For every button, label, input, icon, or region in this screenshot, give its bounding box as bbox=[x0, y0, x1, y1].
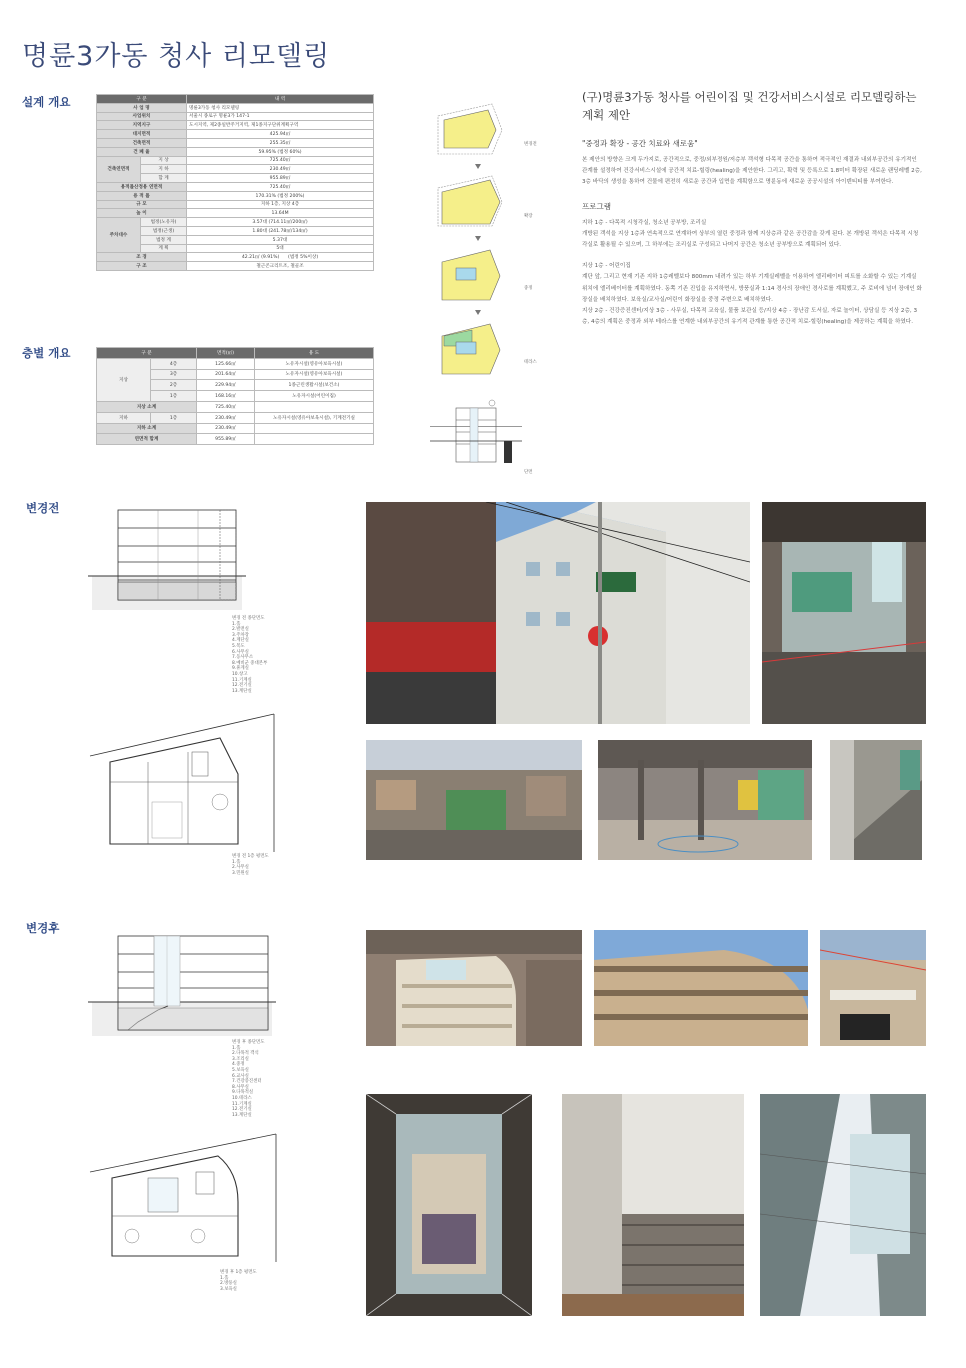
floor-table bbox=[96, 347, 374, 445]
row-key: 지상 bbox=[97, 358, 151, 401]
table-row bbox=[97, 200, 374, 209]
floor-overview-heading: 층별 개요 bbox=[22, 346, 71, 360]
row-value: 1.80대 (241.78㎡/134㎡) bbox=[187, 226, 374, 235]
row-value: 3.57대 (714.11㎡/200㎡) bbox=[187, 218, 374, 227]
row-floor: 1층 bbox=[151, 412, 197, 423]
design-overview-heading: 설계 개요 bbox=[22, 95, 71, 109]
row-key: 건축면적 bbox=[97, 138, 187, 147]
row-value: 725.40㎡ bbox=[187, 182, 374, 191]
diagram-expansion bbox=[438, 176, 502, 226]
row-key: 건 폐 율 bbox=[97, 147, 187, 156]
row-use: 노유자시설(영유아보육시설), 기계전기실 bbox=[255, 412, 374, 423]
table-row bbox=[97, 156, 374, 165]
table-row bbox=[97, 103, 374, 112]
proposal-title: (구)명륜3가동 청사를 어린이집 및 건강서비스시설로 리모델링하는 계획 제안 bbox=[582, 90, 917, 122]
row-key: 지하 bbox=[97, 412, 151, 423]
row-subkey: 지 하 bbox=[141, 165, 187, 174]
row-key: 주차대수 bbox=[97, 218, 141, 253]
table-row bbox=[97, 401, 374, 412]
before-section-drawing bbox=[88, 500, 246, 615]
row-subkey: 법정(노유자) bbox=[141, 218, 187, 227]
before-section-caption: 변경 전 종단면도 1.홀 2.발전실 3.주차장 4.계단실 5.복도 6.사무실 7.동사무소 8.예비군 중대본부 9.휴게실 10.창고 11.기계실 12.전기실 13.계단실 bbox=[232, 616, 268, 694]
after-section-drawing bbox=[88, 928, 276, 1040]
table-header: 면적(㎡) bbox=[197, 348, 255, 359]
before-plan-caption: 변경 전 1층 평면도 1.홀 2.사무실 3.민원실 bbox=[232, 854, 269, 876]
row-floor: 3층 bbox=[151, 369, 197, 380]
row-key: 지하 소계 bbox=[97, 423, 197, 434]
table-header-row bbox=[97, 348, 374, 359]
row-floor: 1층 bbox=[151, 391, 197, 402]
row-use: 노유자시설(영유아보육시설) bbox=[255, 358, 374, 369]
row-area: 125.66㎡ bbox=[197, 358, 255, 369]
table-header: 내 역 bbox=[187, 95, 374, 104]
before-photo-rooftop-view bbox=[366, 740, 582, 860]
after-photo-aerial bbox=[366, 930, 582, 1046]
overview-table bbox=[96, 94, 374, 271]
row-subkey: 법정(근생) bbox=[141, 226, 187, 235]
table-header: 구 분 bbox=[97, 95, 187, 104]
row-use: 노유자시설(어린이집) bbox=[255, 391, 374, 402]
table-row bbox=[97, 191, 374, 200]
row-key: 사 업 명 bbox=[97, 103, 187, 112]
row-subkey: 합 계 bbox=[141, 174, 187, 183]
row-value: 42.21㎡ (9.91%) bbox=[241, 255, 280, 261]
table-row bbox=[97, 138, 374, 147]
row-subkey: 지 상 bbox=[141, 156, 187, 165]
table-row bbox=[97, 209, 374, 218]
row-key: 지상 소계 bbox=[97, 401, 197, 412]
row-area: 229.94㎡ bbox=[197, 380, 255, 391]
row-value: 5대 bbox=[187, 244, 374, 253]
diagram-label: 중정 bbox=[524, 286, 533, 291]
row-area: 230.49㎡ bbox=[197, 423, 255, 434]
row-value: 5.37대 bbox=[187, 235, 374, 244]
row-key: 조 경 bbox=[97, 253, 187, 262]
table-header: 구 분 bbox=[97, 348, 197, 359]
section-diagram bbox=[430, 400, 522, 463]
row-key: 지역지구 bbox=[97, 121, 187, 130]
table-header-row bbox=[97, 95, 374, 104]
row-floor: 4층 bbox=[151, 358, 197, 369]
row-value: 59.95% (법정 60%) bbox=[187, 147, 374, 156]
row-key: 용 적 률 bbox=[97, 191, 187, 200]
diagram-terrace bbox=[442, 324, 500, 374]
row-value: 13.64M bbox=[187, 209, 374, 218]
row-key: 규 모 bbox=[97, 200, 187, 209]
row-key: 높 이 bbox=[97, 209, 187, 218]
row-key: 용적률산정용 연면적 bbox=[97, 182, 187, 191]
diagram-label: 테라스 bbox=[524, 360, 537, 365]
table-row bbox=[97, 434, 374, 445]
program-text: 개방된 객석을 지상 1층과 연속적으로 연계하여 상부의 열린 중정과 함께 지상층과 같은 공간감을 갖게 된다. 본 개방된 객석은 다목적 시청각실로 활용될 수 있으며, 그 하부에는 조리실로 구성되고 나머지 공간은 청소년 공부방으로 계획되어 있다. bbox=[582, 230, 919, 249]
after-photo-skylight bbox=[760, 1094, 926, 1316]
proposal-intro: 본 제안의 방향은 크게 두가지로, 공간적으로, 중정/외부정원/저층부 객석형 다목적 공간을 통하여 적극적인 재결과 내외부공간의 유기적인 관계를 설정하여 건강서비스시설에 공간적 치료-힐링(healing)을 제안한다. 그리고, 확력 및 등록으로 1.8미터 확장된 새로운 랜딩레벨 2층, 3층 바닥의 생성을 통하여 건물에 편전히 새로운 공간과 입면을 계획함으로 명륜동에 새로운 공공시설의 아이덴티티를 부여한다. bbox=[582, 157, 922, 186]
row-value: 255.35㎡ bbox=[187, 138, 374, 147]
table-row bbox=[97, 182, 374, 191]
before-photo-construction bbox=[598, 740, 812, 860]
program-text: 지상 2층 - 건강증진센터/지상 3층 - 사무실, 다목적 교육실, 물품 보관실 등/지상 4층 - 장난감 도서실, 자료 놀이터, 상담실 등 지상 2층, 3층, 4층의 계획은 중정과 외부 테라스를 연계한 내외부공간의 유기적 관계를 통한 공간적 치료-힐링(healing)을 제공하는 계획을 하였다. bbox=[582, 308, 918, 326]
after-photo-facade bbox=[594, 930, 808, 1046]
program-item: 지상 1층 - 어린이집 bbox=[582, 263, 631, 270]
row-key: 구 조 bbox=[97, 262, 187, 271]
row-key: 건축연면적 bbox=[97, 156, 141, 182]
row-value: 230.49㎡ bbox=[187, 165, 374, 174]
row-value: 955.89㎡ bbox=[187, 174, 374, 183]
diagram-label: 단면 bbox=[524, 470, 533, 475]
table-row bbox=[97, 112, 374, 121]
diagram-courtyard bbox=[442, 250, 500, 300]
after-photo-seating-stairs bbox=[562, 1094, 744, 1316]
page-title: 명륜3가동 청사 리모델링 bbox=[22, 41, 331, 72]
table-row bbox=[97, 121, 374, 130]
before-photo-exterior bbox=[366, 502, 750, 724]
concept-diagrams bbox=[430, 96, 540, 486]
row-use: 노유자시설(영유아보육시설) bbox=[255, 369, 374, 380]
row-value: 서울시 종로구 명륜3가 147-1 bbox=[187, 112, 374, 121]
row-area: 168.16㎡ bbox=[197, 391, 255, 402]
arrow-down-icon bbox=[475, 310, 481, 315]
row-key: 사업위치 bbox=[97, 112, 187, 121]
row-key: 대지면적 bbox=[97, 130, 187, 139]
diagram-label: 변경전 bbox=[524, 142, 537, 147]
row-area: 955.89㎡ bbox=[197, 434, 255, 445]
arrow-down-icon bbox=[475, 236, 481, 241]
after-plan-caption: 변경 후 1층 평면도 1.홀 2.방풍실 3.보육실 bbox=[220, 1270, 257, 1292]
row-floor: 2층 bbox=[151, 380, 197, 391]
before-plan-drawing bbox=[88, 712, 276, 860]
table-row bbox=[97, 147, 374, 156]
row-area: 201.64㎡ bbox=[197, 369, 255, 380]
proposal-subtitle: "중정과 확장 - 공간 치료와 새로움" bbox=[582, 139, 698, 148]
row-value: 명륜3가동 청사 리모델링 bbox=[187, 103, 374, 112]
diagram-label: 확장 bbox=[524, 214, 533, 219]
after-heading: 변경후 bbox=[26, 921, 60, 935]
table-row bbox=[97, 412, 374, 423]
row-value: 170.31% (법정 200%) bbox=[187, 191, 374, 200]
arrow-down-icon bbox=[475, 164, 481, 169]
row-value: 철근콘크리트조, 철골조 bbox=[187, 262, 374, 271]
table-row bbox=[97, 253, 374, 262]
table-header: 용 도 bbox=[255, 348, 374, 359]
before-heading: 변경전 bbox=[26, 501, 60, 515]
row-extra: (법정 5%이상) bbox=[288, 255, 319, 261]
table-row bbox=[97, 358, 374, 369]
table-row bbox=[97, 218, 374, 227]
row-area: 725.40㎡ bbox=[197, 401, 255, 412]
table-row bbox=[97, 262, 374, 271]
row-area: 230.49㎡ bbox=[197, 412, 255, 423]
after-section-caption: 변경 후 종단면도 1.홀 2.다목적 객석 3.조리실 4.중정 5.보육실 6.교사실 7.건강증진센터 8.사무실 9.다목적실 10.테라스 11.기계실 12.전기실 13.계단실 bbox=[232, 1040, 265, 1118]
row-key: 연면적 합계 bbox=[97, 434, 197, 445]
proposal-text bbox=[582, 88, 922, 328]
row-value: 425.94㎡ bbox=[187, 130, 374, 139]
row-subkey: 법정 계 bbox=[141, 235, 187, 244]
after-photo-atrium bbox=[366, 1094, 532, 1316]
row-value: 도시지역, 제2종일반주거지역, 제1종지구단위계획구역 bbox=[187, 121, 374, 130]
after-plan-drawing bbox=[88, 1132, 278, 1272]
before-photo-interior-courtyard bbox=[762, 502, 926, 724]
row-value: 725.40㎡ bbox=[187, 156, 374, 165]
after-photo-entrance bbox=[820, 930, 926, 1046]
program-heading: 프로그램 bbox=[582, 201, 611, 211]
before-photo-stairs bbox=[830, 740, 922, 860]
row-subkey: 계 획 bbox=[141, 244, 187, 253]
program-text: 계단 앞, 그리고 현재 기존 지하 1층레벨보다 800mm 내려가 있는 하부 기계실레벨을 이용하여 엘리베이터 피트를 소화할 수 있는 기계실 위치에 엘리베이터를 계획하였다. 동쪽 기존 진입을 유지하면서, 방풍실과 1:14 경사의 장애인 경사로를 계획했고, 주 로비에 넘녀 장애인 화장실을 배치하였다. 보육실/교사실/어린이 화장실을 중정 주변으로 배치하였다. bbox=[582, 274, 922, 303]
table-row bbox=[97, 130, 374, 139]
program-item: 지하 1층 - 다목적 시청각실, 청소년 공부방, 조리실 bbox=[582, 219, 707, 226]
table-row bbox=[97, 423, 374, 434]
row-use: 1종근린생활시설(보건소) bbox=[255, 380, 374, 391]
row-value: 지하 1층, 지상 4층 bbox=[187, 200, 374, 209]
diagram-before bbox=[438, 104, 502, 154]
